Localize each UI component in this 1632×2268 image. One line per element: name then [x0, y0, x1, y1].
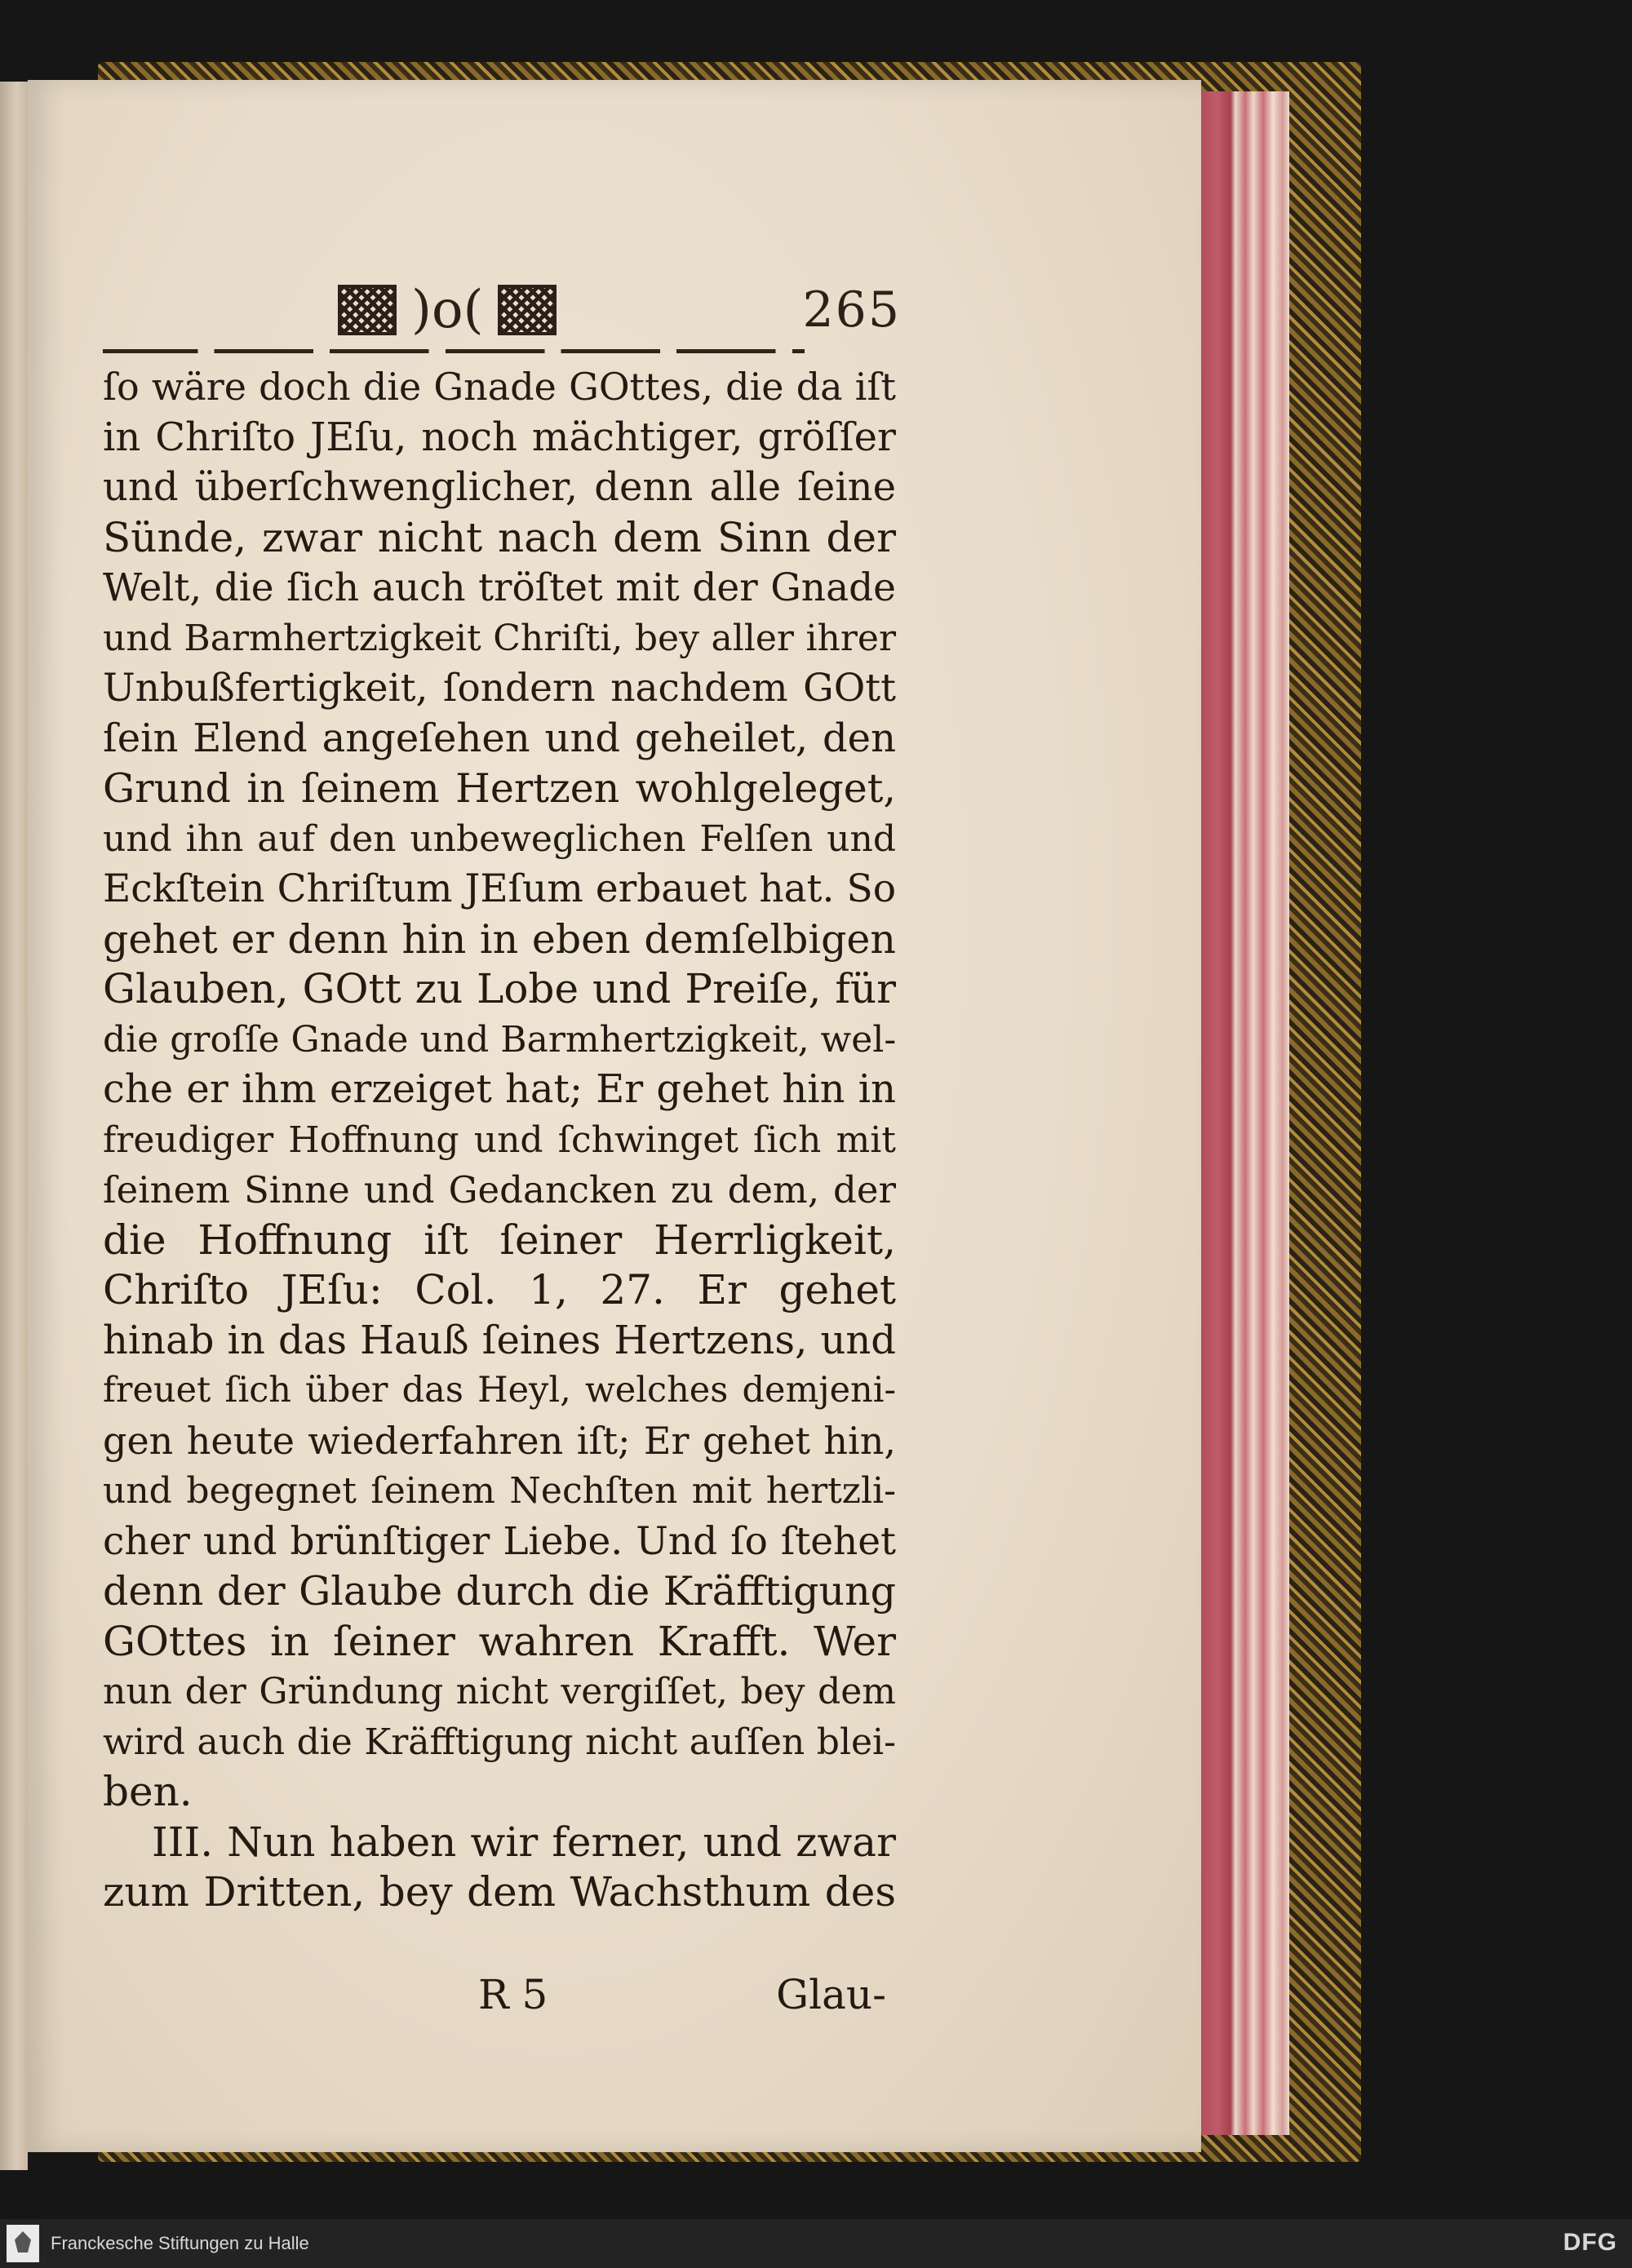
text-line: cher und brünſtiger Liebe. Und ſo ſtehet [103, 1518, 896, 1564]
catchline [103, 1971, 896, 2028]
text-line: Grund in ſeinem Hertzen wohlgeleget, [103, 765, 896, 812]
text-line: die Hoffnung iſt ſeiner Herrligkeit, [103, 1216, 896, 1264]
text-line: ſein Elend angeſehen und geheilet, den [103, 715, 896, 761]
page-block-edge [1198, 91, 1289, 2135]
signature-mark: R 5 [478, 1971, 548, 2018]
text-line: Chriſto JEſu: Col. 1, 27. Er gehet [103, 1266, 896, 1313]
body-text [103, 362, 896, 1918]
running-head [338, 269, 901, 351]
text-line: freuet ſich über das Heyl, welches demjeni- [103, 1370, 896, 1411]
text-line: und ihn auf den unbeweglichen Felſen und [103, 817, 896, 860]
ornament-center: )o( [411, 280, 484, 340]
catchword: Glau- [776, 1971, 886, 2018]
text-line: nun der Gründung nicht vergiſſet, bey dem [103, 1671, 896, 1712]
text-line: gen heute wiederfahren iſt; Er gehet hin, [103, 1418, 896, 1463]
text-line: in Chriſto JEſu, noch mächtiger, gröſſer [103, 414, 896, 460]
viewer-footer [0, 2219, 1632, 2268]
text-line: che er ihm erzeiget hat; Er gehet hin in [103, 1066, 896, 1112]
text-line: III. Nun haben wir ferner, und zwar [152, 1818, 896, 1866]
ornament-right-icon [498, 285, 557, 335]
text-line: ſeinem Sinne und Gedancken zu dem, der [103, 1168, 896, 1212]
previous-page-edge [0, 82, 28, 2170]
header-rule [103, 349, 805, 353]
text-line: Eckſtein Chriſtum JEſum erbauet hat. So [103, 866, 896, 911]
text-line: gehet er denn hin in eben demſelbigen [103, 915, 896, 963]
institution-logo-icon [7, 2225, 39, 2262]
page-number: 265 [802, 281, 901, 339]
text-line: hinab in das Hauß ſeines Hertzens, und [103, 1317, 896, 1363]
book-page [28, 80, 1201, 2152]
text-line: Sünde, zwar nicht nach dem Sinn der [103, 513, 896, 561]
text-line: denn der Glaube durch die Kräfftigung [103, 1568, 896, 1615]
text-line: ſo wäre doch die Gnade GOttes, die da iſt [103, 365, 896, 409]
text-line: Welt, die ſich auch tröſtet mit der Gnade [103, 565, 896, 610]
text-line: freudiger Hoffnung und ſchwinget ſich mit [103, 1118, 896, 1161]
text-line: wird auch die Kräfftigung nicht auſſen blei- [103, 1721, 896, 1763]
header-ornament [338, 280, 557, 340]
text-line: und Barmhertzigkeit Chriſti, bey aller ihrer [103, 617, 896, 659]
text-line: zum Dritten, bey dem Wachsthum des [103, 1868, 896, 1916]
text-line: die groſſe Gnade und Barmhertzigkeit, wel- [103, 1018, 897, 1061]
text-line: GOttes in ſeiner wahren Krafft. Wer [103, 1617, 896, 1665]
text-line: Glauben, GOtt zu Lobe und Preiſe, für [103, 965, 896, 1012]
dfg-logo: DFG [1563, 2229, 1617, 2256]
text-line: und begegnet ſeinem Nechſten mit hertzli- [103, 1470, 896, 1512]
text-line: Unbußfertigkeit, ſondern nachdem GOtt [103, 666, 896, 711]
text-line: ben. [103, 1768, 193, 1815]
ornament-left-icon [338, 285, 397, 335]
institution-name: Franckesche Stiftungen zu Halle [51, 2233, 309, 2253]
text-line: und überſchwenglicher, denn alle ſeine [103, 464, 896, 510]
